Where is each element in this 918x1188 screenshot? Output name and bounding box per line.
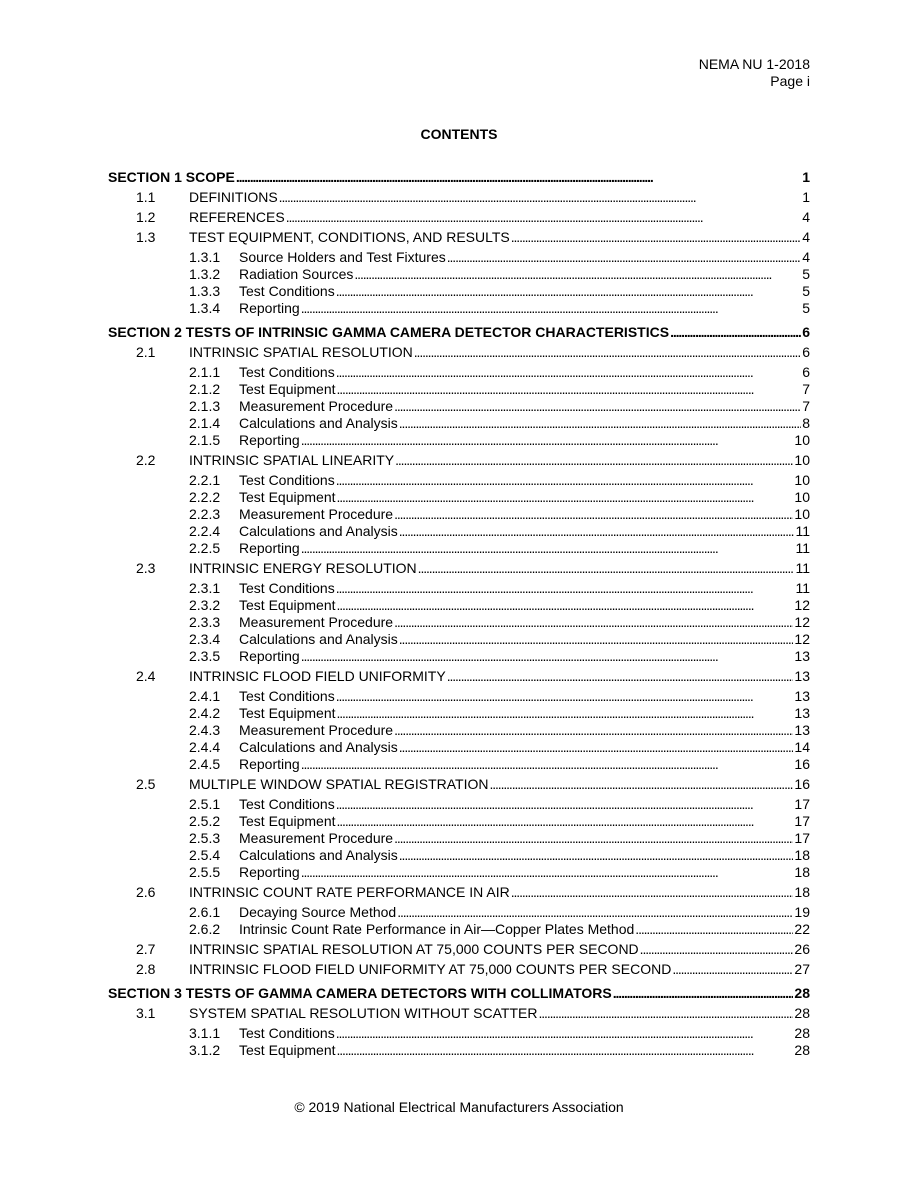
toc-number: 2.1 (136, 344, 156, 360)
toc-page-number: 13 (794, 668, 810, 684)
toc-entry (239, 864, 810, 881)
toc-title: MULTIPLE WINDOW SPATIAL REGISTRATION (189, 776, 489, 792)
toc-number: 2.2.1 (189, 472, 221, 488)
toc-title: Test Equipment (239, 1042, 336, 1058)
dot-leader (672, 961, 793, 978)
toc-page-number: 17 (794, 830, 810, 846)
toc-title: Calculations and Analysis (239, 523, 398, 539)
dot-leader (336, 580, 795, 597)
dot-leader (511, 884, 794, 901)
toc-page-number: 11 (795, 560, 810, 576)
toc-title: SYSTEM SPATIAL RESOLUTION WITHOUT SCATTER (189, 1005, 538, 1021)
dot-leader (301, 540, 795, 557)
toc-title: Test Equipment (239, 813, 336, 829)
toc-entry-row (108, 189, 810, 206)
dot-leader (301, 648, 794, 665)
toc-page-number: 28 (794, 1005, 810, 1021)
toc-entry (189, 452, 810, 469)
toc-page-number: 17 (794, 796, 810, 812)
toc-entry-row (108, 266, 810, 283)
toc-entry (189, 884, 810, 901)
toc-title: Test Equipment (239, 705, 336, 721)
toc-number: 2.1.1 (189, 364, 221, 380)
toc-entry (239, 756, 810, 773)
toc-number: 2.4.1 (189, 688, 221, 704)
toc-number: 2.2.5 (189, 540, 221, 556)
toc-entry (239, 722, 810, 739)
dot-leader (394, 830, 793, 847)
toc-section-row (108, 169, 810, 186)
dot-leader (301, 300, 802, 317)
dot-leader (399, 631, 794, 648)
toc-entry (239, 381, 810, 398)
toc-entry-row (108, 648, 810, 665)
toc-entry (189, 560, 810, 577)
toc-entry (239, 631, 810, 648)
toc-entry-row (108, 722, 810, 739)
toc-entry (239, 415, 810, 432)
toc-title: Reporting (239, 756, 300, 772)
toc-entry-row (108, 921, 810, 938)
toc-title: INTRINSIC SPATIAL RESOLUTION AT 75,000 COUNTS PER SECOND (189, 941, 639, 957)
toc-number: 3.1.2 (189, 1042, 221, 1058)
page-header (699, 56, 810, 90)
toc-number: 2.5.3 (189, 830, 221, 846)
toc-entry-row (108, 560, 810, 577)
toc-page-number: 13 (794, 688, 810, 704)
toc-number: 2.4.4 (189, 739, 221, 755)
dot-leader (336, 796, 794, 813)
toc-entry-row (108, 830, 810, 847)
toc-page-number: 12 (794, 614, 810, 630)
contents-title: CONTENTS (420, 126, 498, 142)
dot-leader (337, 1042, 794, 1059)
toc-entry-row (108, 452, 810, 469)
toc-title: INTRINSIC FLOOD FIELD UNIFORMITY AT 75,000 COUNTS PER SECOND (189, 961, 672, 977)
toc-entry-row (108, 432, 810, 449)
toc-number: 2.3.3 (189, 614, 221, 630)
toc-number: 2.2.2 (189, 489, 221, 505)
dot-leader (394, 722, 793, 739)
toc-entry-row (108, 813, 810, 830)
toc-entry (239, 648, 810, 665)
dot-leader (489, 776, 793, 793)
toc-number: 1.3.1 (189, 249, 221, 265)
toc-entry-row (108, 415, 810, 432)
toc-entry-row (108, 472, 810, 489)
dot-leader (354, 266, 801, 283)
toc-page-number: 13 (794, 648, 810, 664)
toc-entry (189, 344, 810, 361)
toc-entry-row (108, 364, 810, 381)
toc-number: 2.8 (136, 961, 156, 977)
toc-entry (189, 668, 810, 685)
toc-page-number: 26 (794, 941, 810, 957)
toc-number: 2.3 (136, 560, 156, 576)
toc-number: 2.2.3 (189, 506, 221, 522)
toc-page-number: 8 (802, 415, 810, 431)
toc-entry (189, 1005, 810, 1022)
toc-number: 2.5.1 (189, 796, 221, 812)
toc-page-number: 10 (794, 452, 810, 468)
toc-entry (239, 540, 810, 557)
toc-number: 2.1.4 (189, 415, 221, 431)
toc-page-number: 18 (794, 864, 810, 880)
toc-title: Reporting (239, 864, 300, 880)
dot-leader (447, 668, 794, 685)
dot-leader (301, 864, 794, 881)
dot-leader (538, 1005, 793, 1022)
toc-entry (239, 249, 810, 266)
toc-page-number: 5 (802, 300, 810, 316)
toc-title: SECTION 1 SCOPE (108, 169, 235, 185)
dot-leader (286, 209, 802, 226)
toc-page-number: 11 (795, 540, 810, 556)
toc-page-number: 4 (802, 229, 810, 245)
toc-number: 2.5 (136, 776, 156, 792)
toc-number: 2.5.5 (189, 864, 221, 880)
toc-entry-row (108, 249, 810, 266)
toc-number: 2.4.3 (189, 722, 221, 738)
toc-title: REFERENCES (189, 209, 285, 225)
toc-entry (239, 813, 810, 830)
copyright-footer: © 2019 National Electrical Manufacturers Association (294, 1099, 624, 1115)
toc-number: 2.6 (136, 884, 156, 900)
toc-page-number: 5 (802, 266, 810, 282)
dot-leader (337, 597, 794, 614)
toc-title: Reporting (239, 540, 300, 556)
toc-title: Test Conditions (239, 580, 335, 596)
toc-title: Calculations and Analysis (239, 847, 398, 863)
toc-entry-row (108, 344, 810, 361)
toc-entry-row (108, 381, 810, 398)
toc-number: 1.3.2 (189, 266, 221, 282)
toc-entry (239, 904, 810, 921)
toc-section-row (108, 985, 810, 1002)
dot-leader (337, 705, 794, 722)
toc-entry-row (108, 300, 810, 317)
toc-page-number: 6 (802, 364, 810, 380)
toc-title: Reporting (239, 648, 300, 664)
toc-title: INTRINSIC SPATIAL LINEARITY (189, 452, 395, 468)
toc-number: 3.1.1 (189, 1025, 221, 1041)
toc-title: Test Conditions (239, 1025, 335, 1041)
toc-page-number: 11 (795, 523, 810, 539)
toc-entry (189, 941, 810, 958)
toc-title: Test Conditions (239, 796, 335, 812)
toc-page-number: 22 (794, 921, 810, 937)
dot-leader (336, 688, 794, 705)
toc-number: 2.4.2 (189, 705, 221, 721)
toc-number: 2.3.4 (189, 631, 221, 647)
toc-number: 2.5.4 (189, 847, 221, 863)
toc-number: 2.4 (136, 668, 156, 684)
dot-leader (399, 523, 795, 540)
toc-title: Radiation Sources (239, 266, 354, 282)
toc-title: Test Conditions (239, 283, 335, 299)
dot-leader (337, 489, 794, 506)
dot-leader (397, 904, 793, 921)
toc-entry (239, 614, 810, 631)
dot-leader (399, 415, 801, 432)
toc-number: 2.1.3 (189, 398, 221, 414)
toc-title: Test Equipment (239, 381, 336, 397)
toc-entry (189, 229, 810, 246)
toc-title: Measurement Procedure (239, 722, 394, 738)
dot-leader (337, 381, 802, 398)
toc-section-row (108, 324, 810, 341)
dot-leader (394, 398, 801, 415)
toc-entry-row (108, 489, 810, 506)
toc-entry-row (108, 688, 810, 705)
toc-page-number: 10 (794, 489, 810, 505)
toc-entry (108, 324, 810, 341)
toc-number: 2.6.2 (189, 921, 221, 937)
toc-entry (239, 705, 810, 722)
toc-entry (239, 830, 810, 847)
toc-entry (239, 523, 810, 540)
toc-page-number: 1 (802, 189, 810, 205)
dot-leader (336, 283, 801, 300)
dot-leader (279, 189, 802, 206)
toc-title: Test Conditions (239, 472, 335, 488)
toc-title: INTRINSIC COUNT RATE PERFORMANCE IN AIR (189, 884, 510, 900)
toc-entry-row (108, 540, 810, 557)
toc-page-number: 6 (802, 344, 810, 360)
toc-page-number: 28 (794, 1042, 810, 1058)
toc-entry-row (108, 961, 810, 978)
toc-title: Test Equipment (239, 489, 336, 505)
toc-title: Decaying Source Method (239, 904, 397, 920)
toc-title: DEFINITIONS (189, 189, 278, 205)
toc-entry-row (108, 776, 810, 793)
toc-entry (189, 776, 810, 793)
toc-page-number: 1 (802, 169, 810, 185)
toc-entry (189, 961, 810, 978)
toc-entry-row (108, 705, 810, 722)
toc-entry (239, 506, 810, 523)
toc-title: Measurement Procedure (239, 398, 394, 414)
toc-entry (239, 472, 810, 489)
toc-entry (239, 739, 810, 756)
toc-entry (239, 283, 810, 300)
toc-page-number: 18 (794, 884, 810, 900)
toc-number: 1.2 (136, 209, 156, 225)
toc-entry (189, 189, 810, 206)
toc-title: Measurement Procedure (239, 830, 394, 846)
toc-title: Reporting (239, 300, 300, 316)
toc-number: 2.3.2 (189, 597, 221, 613)
toc-number: 3.1 (136, 1005, 156, 1021)
toc-page-number: 10 (794, 506, 810, 522)
toc-entry (239, 921, 810, 938)
toc-entry (239, 597, 810, 614)
toc-title: Test Conditions (239, 364, 335, 380)
toc-entry-row (108, 597, 810, 614)
toc-page-number: 19 (794, 904, 810, 920)
toc-number: 2.2 (136, 452, 156, 468)
toc-entry-row (108, 229, 810, 246)
dot-leader (418, 560, 795, 577)
toc-number: 2.1.5 (189, 432, 221, 448)
toc-page-number: 5 (802, 283, 810, 299)
toc-page-number: 12 (794, 631, 810, 647)
dot-leader (337, 813, 794, 830)
toc-entry-row (108, 756, 810, 773)
toc-entry (239, 847, 810, 864)
dot-leader (336, 1025, 794, 1042)
toc-entry-row (108, 1005, 810, 1022)
toc-entry-row (108, 847, 810, 864)
table-of-contents (108, 169, 810, 1059)
toc-entry (108, 169, 810, 186)
toc-entry-row (108, 864, 810, 881)
dot-leader (394, 614, 793, 631)
dot-leader (399, 739, 794, 756)
toc-title: Test Conditions (239, 688, 335, 704)
dot-leader (511, 229, 801, 246)
toc-page-number: 28 (794, 985, 810, 1001)
toc-number: 2.3.1 (189, 580, 221, 596)
toc-page-number: 6 (802, 324, 810, 340)
toc-entry-row (108, 209, 810, 226)
dot-leader (635, 921, 793, 938)
toc-entry-row (108, 668, 810, 685)
dot-leader (301, 756, 794, 773)
toc-entry-row (108, 283, 810, 300)
toc-entry (239, 364, 810, 381)
toc-entry-row (108, 904, 810, 921)
toc-number: 1.3.4 (189, 300, 221, 316)
toc-entry (239, 266, 810, 283)
toc-title: Reporting (239, 432, 300, 448)
toc-number: 2.5.2 (189, 813, 221, 829)
toc-entry (239, 796, 810, 813)
dot-leader (301, 432, 794, 449)
toc-page-number: 27 (794, 961, 810, 977)
dot-leader (394, 506, 793, 523)
toc-page-number: 7 (802, 398, 810, 414)
toc-entry-row (108, 884, 810, 901)
toc-entry-row (108, 580, 810, 597)
toc-entry (239, 1042, 810, 1059)
toc-page-number: 18 (794, 847, 810, 863)
toc-entry (189, 209, 810, 226)
toc-entry (239, 688, 810, 705)
dot-leader (236, 169, 801, 186)
toc-entry-row (108, 796, 810, 813)
toc-title: Calculations and Analysis (239, 739, 398, 755)
toc-title: INTRINSIC FLOOD FIELD UNIFORMITY (189, 668, 446, 684)
toc-number: 2.7 (136, 941, 156, 957)
dot-leader (336, 364, 801, 381)
toc-entry-row (108, 1042, 810, 1059)
toc-entry (239, 300, 810, 317)
toc-entry-row (108, 523, 810, 540)
toc-page-number: 14 (794, 739, 810, 755)
dot-leader (414, 344, 801, 361)
toc-title: Test Equipment (239, 597, 336, 613)
toc-page-number: 10 (794, 472, 810, 488)
toc-title: INTRINSIC SPATIAL RESOLUTION (189, 344, 413, 360)
toc-title: SECTION 3 TESTS OF GAMMA CAMERA DETECTORS WITH COLLIMATORS (108, 985, 612, 1001)
toc-entry-row (108, 398, 810, 415)
dot-leader (640, 941, 794, 958)
toc-title: Calculations and Analysis (239, 631, 398, 647)
toc-entry (239, 432, 810, 449)
toc-number: 2.2.4 (189, 523, 221, 539)
toc-entry (239, 398, 810, 415)
toc-number: 2.4.5 (189, 756, 221, 772)
toc-entry (239, 1025, 810, 1042)
dot-leader (395, 452, 793, 469)
toc-page-number: 10 (794, 432, 810, 448)
dot-leader (613, 985, 794, 1002)
toc-page-number: 13 (794, 705, 810, 721)
toc-page-number: 17 (794, 813, 810, 829)
toc-number: 1.1 (136, 189, 156, 205)
dot-leader (447, 249, 801, 266)
dot-leader (670, 324, 801, 341)
toc-entry-row (108, 506, 810, 523)
toc-page-number: 28 (794, 1025, 810, 1041)
toc-title: SECTION 2 TESTS OF INTRINSIC GAMMA CAMERA DETECTOR CHARACTERISTICS (108, 324, 670, 340)
toc-title: Measurement Procedure (239, 614, 394, 630)
toc-page-number: 11 (795, 580, 810, 596)
toc-page-number: 13 (794, 722, 810, 738)
toc-page-number: 4 (802, 209, 810, 225)
toc-page-number: 12 (794, 597, 810, 613)
toc-title: Source Holders and Test Fixtures (239, 249, 446, 265)
toc-entry (239, 489, 810, 506)
toc-page-number: 7 (802, 381, 810, 397)
toc-entry (239, 580, 810, 597)
toc-entry-row (108, 739, 810, 756)
toc-entry-row (108, 631, 810, 648)
toc-title: INTRINSIC ENERGY RESOLUTION (189, 560, 417, 576)
toc-entry-row (108, 1025, 810, 1042)
toc-page-number: 16 (794, 776, 810, 792)
dot-leader (336, 472, 794, 489)
toc-number: 1.3.3 (189, 283, 221, 299)
toc-title: Measurement Procedure (239, 506, 394, 522)
toc-entry-row (108, 941, 810, 958)
toc-number: 2.3.5 (189, 648, 221, 664)
page-number: Page i (770, 73, 810, 89)
toc-entry-row (108, 614, 810, 631)
toc-title: TEST EQUIPMENT, CONDITIONS, AND RESULTS (189, 229, 510, 245)
toc-title: Intrinsic Count Rate Performance in Air—Copper Plates Method (239, 921, 635, 937)
standard-id: NEMA NU 1-2018 (698, 56, 810, 72)
toc-page-number: 4 (802, 249, 810, 265)
toc-number: 2.1.2 (189, 381, 221, 397)
toc-entry (108, 985, 810, 1002)
toc-number: 1.3 (136, 229, 156, 245)
toc-page-number: 16 (794, 756, 810, 772)
toc-title: Calculations and Analysis (239, 415, 398, 431)
toc-number: 2.6.1 (189, 904, 221, 920)
dot-leader (399, 847, 794, 864)
